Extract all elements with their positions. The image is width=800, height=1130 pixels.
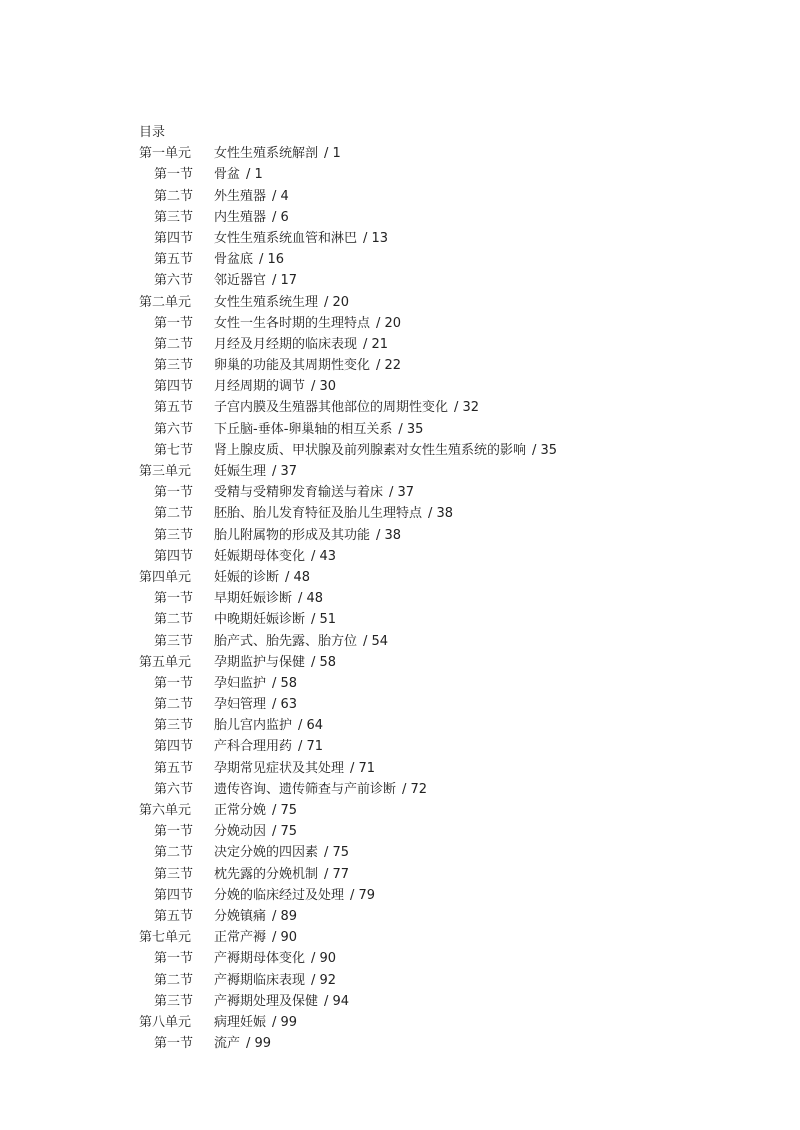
toc-entry-label: 第四节 bbox=[154, 548, 194, 564]
toc-entry-label: 第一节 bbox=[154, 167, 194, 183]
toc-unit-entry bbox=[139, 1012, 557, 1033]
toc-entry-title: 正常产褥 bbox=[214, 930, 267, 946]
toc-entry-title: 分娩的临床经过及处理 bbox=[214, 887, 345, 903]
toc-entry-page-number: / 58 bbox=[311, 654, 337, 670]
toc-entry-page-number: / 58 bbox=[272, 675, 298, 691]
toc-entry-label: 第一单元 bbox=[139, 146, 192, 162]
toc-section-entry bbox=[139, 228, 557, 249]
toc-unit-entry bbox=[139, 143, 557, 164]
toc-entry-title: 胎产式、胎先露、胎方位 bbox=[214, 633, 358, 649]
toc-section-entry bbox=[139, 313, 557, 334]
toc-entry-title: 决定分娩的四因素 bbox=[214, 845, 319, 861]
toc-entry-title: 下丘脑-垂体-卵巢轴的相互关系 bbox=[214, 421, 393, 437]
toc-section-entry bbox=[139, 334, 557, 355]
toc-entry-page-number: / 75 bbox=[272, 803, 298, 818]
toc-entry-page-number: / 1 bbox=[324, 146, 341, 162]
toc-entry-label: 第五节 bbox=[154, 760, 194, 776]
toc-section-entry bbox=[139, 821, 557, 842]
toc-section-entry bbox=[139, 503, 557, 524]
toc-entry-page-number: / 71 bbox=[350, 760, 376, 776]
toc-section-entry bbox=[139, 758, 557, 779]
toc-entry-title: 胎儿宫内监护 bbox=[214, 718, 293, 734]
toc-section-entry bbox=[139, 631, 557, 652]
toc-unit-entry bbox=[139, 461, 557, 482]
toc-entry-title: 正常分娩 bbox=[214, 803, 267, 818]
toc-entry-page-number: / 48 bbox=[285, 569, 311, 585]
toc-section-entry bbox=[139, 397, 557, 418]
toc-entry-page-number: / 72 bbox=[402, 781, 428, 797]
toc-entry-title: 受精与受精卵发育输送与着床 bbox=[214, 485, 384, 501]
toc-entry-page-number: / 94 bbox=[324, 993, 350, 1009]
toc-entry-title: 孕妇监护 bbox=[214, 675, 267, 691]
toc-entry-page-number: / 75 bbox=[272, 824, 298, 840]
toc-unit-entry bbox=[139, 800, 557, 821]
toc-entry-label: 第二节 bbox=[154, 336, 194, 352]
toc-entry-label: 第七节 bbox=[154, 442, 194, 458]
toc-unit-entry bbox=[139, 927, 557, 948]
toc-entry-title: 胚胎、胎儿发育特征及胎儿生理特点 bbox=[214, 506, 423, 522]
toc-entry-title: 产褥期处理及保健 bbox=[214, 993, 319, 1009]
toc-entry-title: 骨盆 bbox=[214, 167, 241, 183]
toc-entry-label: 第五节 bbox=[154, 400, 194, 416]
toc-entry-title: 枕先露的分娩机制 bbox=[214, 866, 319, 882]
toc-entry-label: 第二节 bbox=[154, 845, 194, 861]
toc-entry-label: 第七单元 bbox=[139, 930, 192, 946]
toc-entry-page-number: / 37 bbox=[389, 485, 415, 501]
toc-entry-label: 第四节 bbox=[154, 230, 194, 246]
toc-entry-title: 外生殖器 bbox=[214, 188, 267, 204]
toc-entry-label: 第二节 bbox=[154, 972, 194, 988]
toc-entry-page-number: / 90 bbox=[272, 930, 298, 946]
toc-entry-page-number: / 38 bbox=[376, 527, 402, 543]
toc-entry-page-number: / 16 bbox=[259, 252, 285, 268]
toc-entry-title: 早期妊娠诊断 bbox=[214, 591, 293, 607]
toc-section-entry bbox=[139, 906, 557, 927]
toc-entry-label: 第一节 bbox=[154, 824, 194, 840]
toc-entry-title: 中晚期妊娠诊断 bbox=[214, 612, 306, 628]
toc-entry-label: 第三节 bbox=[154, 718, 194, 734]
toc-entry-label: 第三节 bbox=[154, 866, 194, 882]
toc-entry-label: 第一节 bbox=[154, 485, 194, 501]
toc-entry-label: 第一节 bbox=[154, 1036, 194, 1052]
toc-entry-title: 产科合理用药 bbox=[214, 739, 293, 755]
toc-entry-page-number: / 90 bbox=[311, 951, 337, 967]
toc-section-entry bbox=[139, 355, 557, 376]
toc-entry-label: 第二节 bbox=[154, 612, 194, 628]
toc-entry-title: 孕期常见症状及其处理 bbox=[214, 760, 345, 776]
toc-entry-page-number: / 99 bbox=[272, 1014, 298, 1030]
toc-section-entry bbox=[139, 948, 557, 969]
toc-section-entry bbox=[139, 609, 557, 630]
toc-section-entry bbox=[139, 715, 557, 736]
toc-entry-label: 第六节 bbox=[154, 781, 194, 797]
toc-section-entry bbox=[139, 779, 557, 800]
toc-entry-title: 遗传咨询、遗传筛查与产前诊断 bbox=[214, 781, 397, 797]
toc-section-entry bbox=[139, 376, 557, 397]
toc-section-entry bbox=[139, 842, 557, 863]
toc-entry-page-number: / 63 bbox=[272, 697, 298, 713]
toc-entry-page-number: / 30 bbox=[311, 379, 337, 395]
toc-section-entry bbox=[139, 864, 557, 885]
toc-section-entry bbox=[139, 1033, 557, 1054]
toc-entry-page-number: / 35 bbox=[532, 442, 558, 458]
toc-entry-title: 孕期监护与保健 bbox=[214, 654, 306, 670]
toc-entry-page-number: / 79 bbox=[350, 887, 376, 903]
toc-entry-label: 第六节 bbox=[154, 421, 194, 437]
toc-entry-page-number: / 22 bbox=[376, 358, 402, 374]
toc-entry-title: 分娩镇痛 bbox=[214, 908, 267, 924]
toc-entry-label: 第四节 bbox=[154, 379, 194, 395]
toc-entry-title: 骨盆底 bbox=[214, 252, 254, 268]
toc-entry-title: 流产 bbox=[214, 1036, 241, 1052]
toc-entry-page-number: / 38 bbox=[428, 506, 454, 522]
toc-entry-label: 第八单元 bbox=[139, 1014, 192, 1030]
toc-entry-label: 第五节 bbox=[154, 252, 194, 268]
toc-entry-title: 孕妇管理 bbox=[214, 697, 267, 713]
toc-entry-label: 第三节 bbox=[154, 358, 194, 374]
toc-section-entry bbox=[139, 673, 557, 694]
toc-entry-page-number: / 48 bbox=[298, 591, 324, 607]
toc-entry-page-number: / 35 bbox=[398, 421, 424, 437]
toc-section-entry bbox=[139, 164, 557, 185]
toc-section-entry bbox=[139, 694, 557, 715]
toc-entry-page-number: / 37 bbox=[272, 464, 298, 479]
toc-entry-title: 分娩动因 bbox=[214, 824, 267, 840]
table-of-contents bbox=[139, 122, 557, 1054]
toc-entry-label: 第四单元 bbox=[139, 569, 192, 585]
toc-entry-label: 第一节 bbox=[154, 315, 194, 331]
toc-entry-label: 第四节 bbox=[154, 887, 194, 903]
toc-section-entry bbox=[139, 991, 557, 1012]
toc-entry-title: 女性生殖系统生理 bbox=[214, 294, 319, 310]
toc-section-entry bbox=[139, 736, 557, 757]
toc-entry-page-number: / 6 bbox=[272, 209, 289, 225]
toc-entry-title: 妊娠期母体变化 bbox=[214, 548, 306, 564]
toc-entry-label: 第四节 bbox=[154, 739, 194, 755]
toc-entry-page-number: / 92 bbox=[311, 972, 337, 988]
toc-entry-label: 第二节 bbox=[154, 506, 194, 522]
toc-entry-page-number: / 4 bbox=[272, 188, 289, 204]
toc-entry-page-number: / 21 bbox=[363, 336, 389, 352]
toc-entry-title: 月经及月经期的临床表现 bbox=[214, 336, 358, 352]
toc-entry-title: 胎儿附属物的形成及其功能 bbox=[214, 527, 371, 543]
toc-entry-page-number: / 20 bbox=[376, 315, 402, 331]
toc-entry-label: 第五单元 bbox=[139, 654, 192, 670]
toc-entry-title: 产褥期母体变化 bbox=[214, 951, 306, 967]
toc-entry-label: 第二单元 bbox=[139, 294, 192, 310]
toc-section-entry bbox=[139, 249, 557, 270]
toc-entry-page-number: / 75 bbox=[324, 845, 350, 861]
toc-entry-label: 第三节 bbox=[154, 993, 194, 1009]
toc-section-entry bbox=[139, 440, 557, 461]
toc-entry-page-number: / 43 bbox=[311, 548, 337, 564]
toc-unit-entry bbox=[139, 652, 557, 673]
toc-unit-entry bbox=[139, 292, 557, 313]
toc-entry-title: 月经周期的调节 bbox=[214, 379, 306, 395]
toc-entry-label: 第三节 bbox=[154, 527, 194, 543]
toc-section-entry bbox=[139, 482, 557, 503]
toc-entry-page-number: / 17 bbox=[272, 273, 298, 289]
toc-section-entry bbox=[139, 419, 557, 440]
toc-entry-label: 第二节 bbox=[154, 188, 194, 204]
toc-entry-page-number: / 89 bbox=[272, 908, 298, 924]
toc-entry-label: 第三节 bbox=[154, 633, 194, 649]
toc-entry-label: 第三节 bbox=[154, 209, 194, 225]
toc-entry-page-number: / 71 bbox=[298, 739, 324, 755]
toc-entry-title: 卵巢的功能及其周期性变化 bbox=[214, 358, 371, 374]
toc-entry-page-number: / 64 bbox=[298, 718, 324, 734]
toc-entry-label: 第一节 bbox=[154, 951, 194, 967]
toc-entry-page-number: / 99 bbox=[246, 1036, 272, 1052]
toc-entry-label: 第三单元 bbox=[139, 464, 192, 479]
toc-entry-page-number: / 1 bbox=[246, 167, 263, 183]
toc-entry-label: 第五节 bbox=[154, 908, 194, 924]
toc-section-entry bbox=[139, 546, 557, 567]
toc-entry-label: 第六单元 bbox=[139, 803, 192, 818]
toc-section-entry bbox=[139, 270, 557, 291]
toc-entry-label: 第一节 bbox=[154, 675, 194, 691]
toc-section-entry bbox=[139, 588, 557, 609]
toc-entry-title: 病理妊娠 bbox=[214, 1014, 267, 1030]
toc-entry-label: 第一节 bbox=[154, 591, 194, 607]
toc-entry-title: 子宫内膜及生殖器其他部位的周期性变化 bbox=[214, 400, 449, 416]
toc-entry-page-number: / 51 bbox=[311, 612, 337, 628]
toc-entry-label: 第二节 bbox=[154, 697, 194, 713]
toc-entry-page-number: / 20 bbox=[324, 294, 350, 310]
toc-entry-title: 肾上腺皮质、甲状腺及前列腺素对女性生殖系统的影响 bbox=[214, 442, 527, 458]
toc-entry-title: 女性一生各时期的生理特点 bbox=[214, 315, 371, 331]
toc-section-entry bbox=[139, 186, 557, 207]
toc-entry-title: 内生殖器 bbox=[214, 209, 267, 225]
toc-section-entry bbox=[139, 970, 557, 991]
toc-entry-title: 妊娠生理 bbox=[214, 464, 267, 479]
toc-entry-page-number: / 54 bbox=[363, 633, 389, 649]
toc-entry-page-number: / 32 bbox=[454, 400, 480, 416]
toc-entry-title: 女性生殖系统解剖 bbox=[214, 146, 319, 162]
toc-entry-title: 邻近器官 bbox=[214, 273, 267, 289]
toc-list bbox=[139, 143, 557, 1054]
toc-title: 目录 bbox=[139, 125, 166, 140]
toc-entry-title: 女性生殖系统血管和淋巴 bbox=[214, 230, 358, 246]
toc-section-entry bbox=[139, 207, 557, 228]
toc-unit-entry bbox=[139, 567, 557, 588]
toc-entry-title: 产褥期临床表现 bbox=[214, 972, 306, 988]
toc-section-entry bbox=[139, 525, 557, 546]
toc-entry-page-number: / 13 bbox=[363, 230, 389, 246]
toc-entry-title: 妊娠的诊断 bbox=[214, 569, 280, 585]
toc-entry-label: 第六节 bbox=[154, 273, 194, 289]
toc-section-entry bbox=[139, 885, 557, 906]
toc-entry-page-number: / 77 bbox=[324, 866, 350, 882]
